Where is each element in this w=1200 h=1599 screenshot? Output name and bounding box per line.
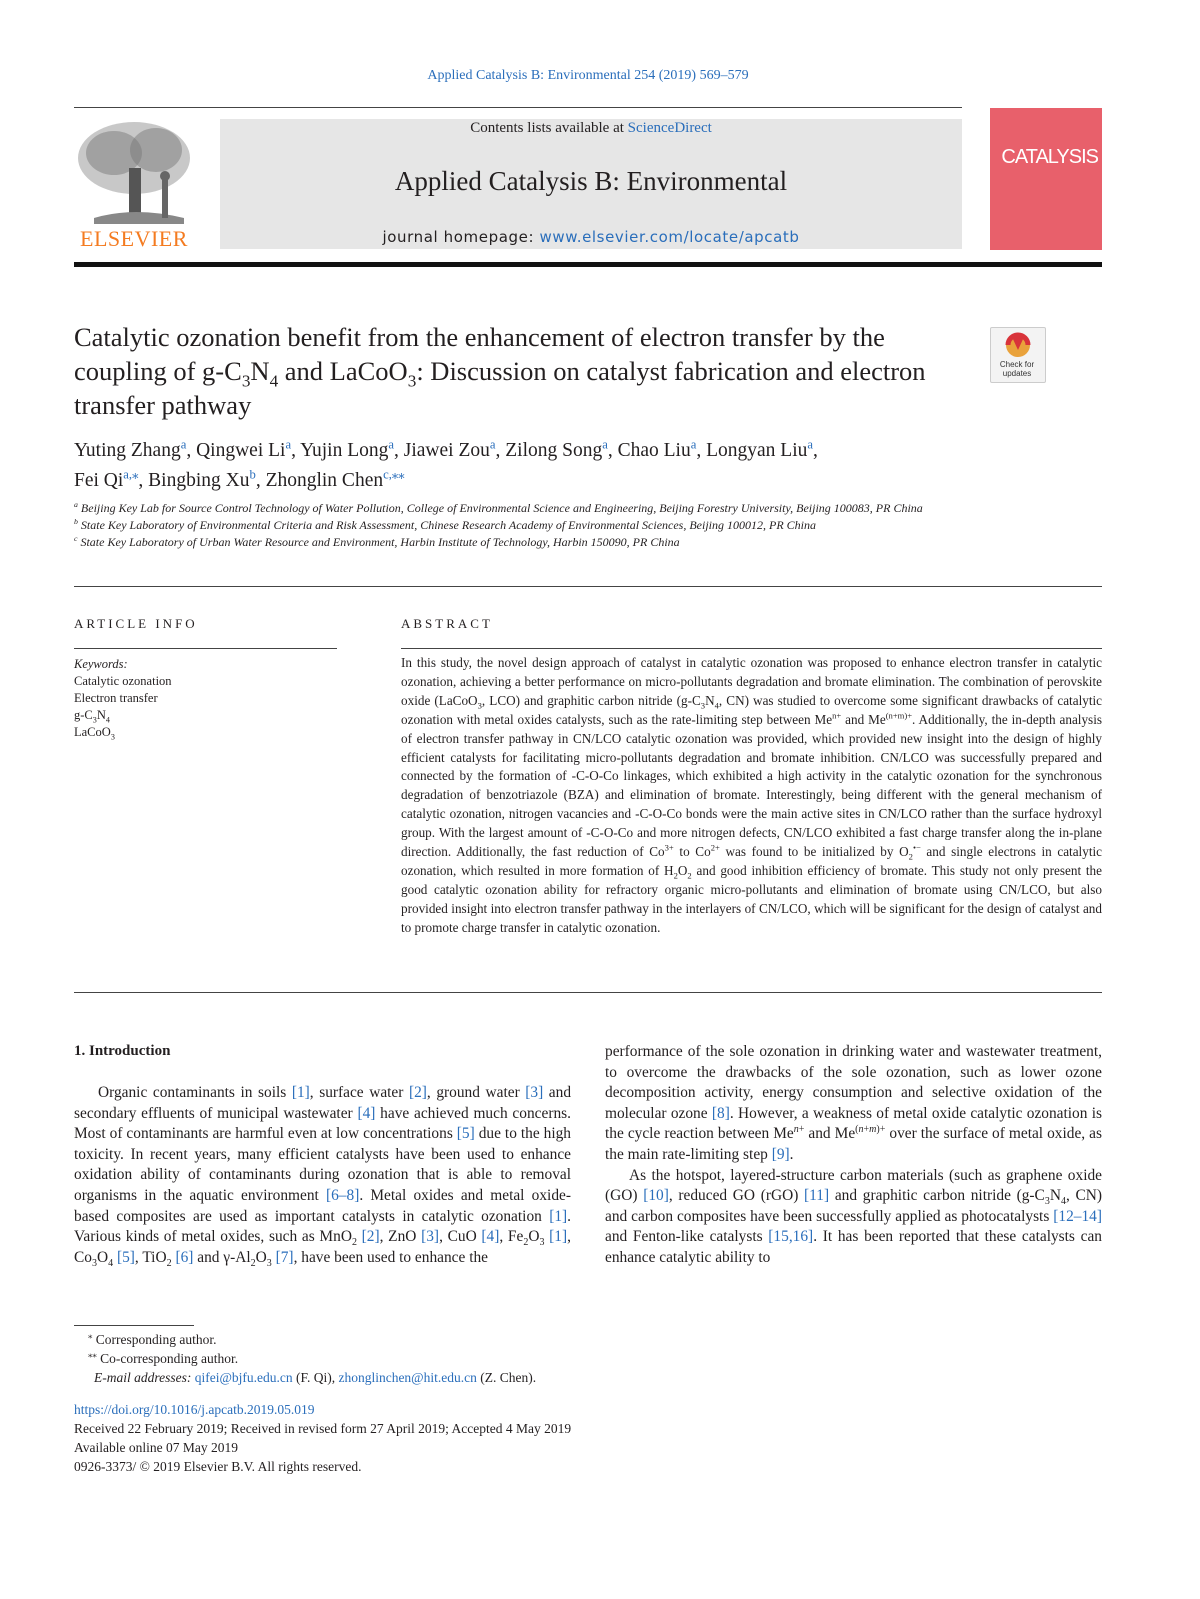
body-paragraph: performance of the sole ozonation in drinking water and wastewater treatment, to overcome the drawbacks of the sole ozonation, such as lower ozone decomposition activity, energy consumption and selective oxidation of the molecular ozone [8]. However, a weakness of metal oxide catalytic ozonation is the cycle reaction between $Me^{n+}$ and $Me^{(n+m)+}$ over the surface of metal oxide, as the main rate-limiting step [9].: [605, 1043, 1103, 1163]
body-column-right: [605, 1042, 1102, 1269]
author: Zilong Song: [505, 440, 603, 461]
section-rule: [74, 992, 1102, 993]
citation-link[interactable]: [2]: [361, 1228, 380, 1246]
affiliations: [74, 500, 974, 551]
author: Jiawei Zou: [403, 440, 490, 461]
homepage-line: [220, 228, 962, 246]
author-affiliation-marker[interactable]: a: [180, 437, 187, 452]
footnote-emails: E-mail addresses: qifei@bjfu.edu.cn (F. Qi), zhonglinchen@hit.edu.cn (Z. Chen).: [94, 1370, 537, 1385]
author: Fei Qi: [74, 470, 124, 491]
journal-reference[interactable]: Applied Catalysis B: Environmental 254 (2019) 569–579: [427, 68, 749, 83]
doi-link[interactable]: https://doi.org/10.1016/j.apcatb.2019.05.019: [74, 1402, 315, 1417]
email-link[interactable]: qifei@bjfu.edu.cn: [194, 1370, 293, 1385]
check-updates-icon: [991, 328, 1045, 362]
check-updates-label: Check for updates: [999, 360, 1035, 378]
footnote-co-corresponding: ⁎⁎ Co-corresponding author.: [88, 1349, 239, 1366]
citation-link[interactable]: [9]: [771, 1145, 790, 1163]
author-affiliation-marker[interactable]: a: [285, 437, 292, 452]
author: Longyan Liu: [706, 440, 808, 461]
author: Zhonglin Chen: [265, 470, 384, 491]
sciencedirect-link[interactable]: ScienceDirect: [627, 120, 712, 136]
article-title: Catalytic ozonation benefit from the enhancement of electron transfer by the coupling of $g-C_3N_4$ and LaCoO$_3$: Discussion on catalyst fabrication and electron transfer pathway: [74, 322, 926, 420]
author-list: Yuting Zhang$^a$, Qingwei Li$^a$, Yujin Long$^a$, Jiawei Zou$^a$, Zilong Song$^a$, Chao Liu$^a$, Longyan Liu$^a$, Fei $Qi^{a,⁎}$, Bingbing Xu$^b$, Zhonglin Chen$^{c,⁎⁎}$: [74, 437, 818, 491]
footnotes: [74, 1330, 774, 1387]
citation-link[interactable]: [5]: [456, 1125, 475, 1143]
citation-link[interactable]: [11]: [804, 1187, 830, 1205]
citation-link[interactable]: [3]: [525, 1084, 544, 1101]
citation-link[interactable]: [4]: [481, 1228, 500, 1246]
citation-link[interactable]: [2]: [408, 1084, 427, 1101]
abstract-heading: ABSTRACT: [401, 616, 493, 631]
publisher-logo-text: ELSEVIER: [80, 226, 188, 251]
author-affiliation-marker[interactable]: a: [690, 437, 697, 452]
article-info-rule: [74, 648, 337, 649]
affiliation: $^b$ State Key Laboratory of Environmental Criteria and Risk Assessment, Chinese Research Academy of Environmental Sciences, Beijing 100012, PR China: [74, 517, 817, 532]
author: Bingbing Xu: [148, 470, 250, 491]
received-dates: Received 22 February 2019; Received in revised form 27 April 2019; Accepted 4 May 2019: [74, 1421, 572, 1436]
author-affiliation-marker[interactable]: a: [807, 437, 813, 452]
introduction-heading: 1. Introduction: [74, 1043, 171, 1059]
author-affiliation-marker[interactable]: a,⁎: [123, 467, 139, 482]
publication-info: [74, 1400, 774, 1476]
citation-link[interactable]: [4]: [357, 1104, 376, 1122]
copyright: 0926-3373/ © 2019 Elsevier B.V. All rights reserved.: [74, 1459, 362, 1474]
author-affiliation-marker[interactable]: b: [249, 467, 256, 482]
abstract-rule: [401, 648, 1102, 649]
journal-name: Applied Catalysis B: Environmental: [394, 166, 788, 196]
affiliation: $^a$ Beijing Key Lab for Source Control Technology of Water Pollution, College of Environmental Science and Engineering, Beijing Forestry University, Beijing 100083, PR China: [74, 500, 923, 515]
keyword: Electron transfer: [74, 691, 158, 705]
affiliation: $^c$ State Key Laboratory of Urban Water Resource and Environment, Harbin Institute of Technology, Harbin 150090, PR China: [74, 534, 680, 549]
homepage-prefix: journal homepage:: [382, 228, 540, 246]
article-info-heading: ARTICLE INFO: [74, 616, 198, 631]
citation-link[interactable]: [6]: [175, 1248, 194, 1266]
keywords-block: [74, 656, 334, 741]
keyword: Catalytic ozonation: [74, 674, 172, 688]
header-thick-rule: [74, 262, 1102, 267]
abstract-text: In this study, the novel design approach of catalyst in catalytic ozonation was proposed to enhance electron transfer in catalytic ozonation, achieving a better performance on micro-pollutants degradation and bromate elimination. The combination of perovskite oxide (LaCoO$_3$, LCO) and graphitic carbon nitride ($g-C_3N_4$, CN) was studied to overcome some significant drawbacks of catalytic ozonation with metal oxides catalysts, such as the rate-limiting step between $Me^{n+}$ and $Me^{(n+m)+}$. Additionally, the in-depth analysis of electron transfer pathway in CN/LCO catalytic ozonation was provided, which provided new insight into the design of highly efficient catalysts for facilitating micro-pollutants degradation and bromate inhibition. CN/LCO was successfully prepared and connected by the formation of -C-O-Co linkages, which exhibited a high activity in the catalytic ozonation for the synchronous degradation of benzotriazole (BZA) and elimination of bromate. Interestingly, being different with the general mechanism of catalytic ozonation, nitrogen vacancies and -C-O-Co bonds were the main active sites in CN/LCO rather than the surface hydroxyl group. With the largest amount of -C-O-Co and more nitrogen defects, CN/LCO exhibited a fast charge transfer along the in-plane direction. Additionally, the fast reduction of $Co^{3+}$ to $Co^{2+}$ was found to be initialized by $O_2^{•-}$ and single electrons in catalytic ozonation, which resulted in more formation of $H_2O_2$ and good inhibition efficiency of bromate. This study not only present the good catalytic ozonation ability for refractory organic micro-pollutants and elimination of bromate using CN/LCO, but also provided insight into electron transfer pathway in the interlayers of CN/LCO, which will be significant for the design of catalyst and to promote charge transfer in catalytic ozonation.: [401, 655, 1103, 935]
author: Qingwei Li: [196, 440, 286, 461]
top-rule: [74, 107, 962, 108]
body-paragraph: Organic contaminants in soils [1], surface water [2], ground water [3] and secondary effluents of municipal wastewater [4] have achieved much concerns. Most of contaminants are harmful even at low concentrations [5] due to the high toxicity. In recent years, many efficient catalysts have been used to enhance oxidation ability of contaminants during ozonation that is able to removal organisms in the aquatic environment [6–8]. Metal oxides and metal oxide-based composites are used as important catalysts in catalytic ozonation [1]. Various kinds of metal oxides, such as MnO$_2$ [2], ZnO [3], CuO [4], $Fe_2O_3$ [1], $Co_3O_4$ [5], TiO$_2$ [6] and $\gamma-Al_2O_3$ [7], have been used to enhance the: [74, 1084, 572, 1269]
author: Yujin Long: [300, 440, 389, 461]
author-affiliation-marker[interactable]: c,⁎⁎: [383, 467, 405, 482]
citation-link[interactable]: [5]: [116, 1248, 135, 1266]
homepage-link[interactable]: www.elsevier.com/locate/apcatb: [539, 228, 800, 246]
contents-line: [220, 120, 962, 137]
email-link[interactable]: zhonglinchen@hit.edu.cn: [338, 1370, 477, 1385]
citation-link[interactable]: [7]: [275, 1248, 294, 1266]
citation-link[interactable]: [15,16]: [768, 1228, 814, 1246]
body-paragraph: As the hotspot, layered-structure carbon materials (such as graphene oxide (GO) [10], reduced GO (rGO) [11] and graphitic carbon nitride ($g-C_3N_4$, CN) and carbon composites have been successfully applied as photocatalysts [12–14] and Fenton-like catalysts [15,16]. It has been reported that these catalysts can enhance catalytic ability to: [605, 1166, 1103, 1266]
author-affiliation-marker[interactable]: a: [602, 437, 608, 452]
citation-link[interactable]: [1]: [549, 1207, 568, 1225]
keywords-label: Keywords:: [74, 657, 128, 671]
cover-title-text: CATALYSIS: [1001, 146, 1098, 168]
citation-link[interactable]: [10]: [643, 1187, 669, 1205]
contents-prefix: Contents lists available at: [470, 120, 628, 136]
author-affiliation-marker[interactable]: a: [388, 437, 395, 452]
citation-link[interactable]: [8]: [711, 1104, 730, 1122]
keyword: $g-C_3N_4$: [74, 708, 110, 725]
citation-link[interactable]: [1]: [549, 1228, 568, 1246]
author: Chao Liu: [617, 440, 691, 461]
citation-link[interactable]: [1]: [291, 1084, 310, 1101]
author: Yuting Zhang: [74, 440, 181, 461]
body-column-left: [74, 1083, 571, 1268]
available-date: Available online 07 May 2019: [74, 1440, 238, 1455]
citation-link[interactable]: [6–8]: [325, 1186, 360, 1204]
section-rule: [74, 586, 1102, 587]
journal-cover-image[interactable]: [990, 108, 1102, 250]
footnote-corresponding: ⁎ Corresponding author.: [88, 1330, 217, 1347]
citation-link[interactable]: [12–14]: [1053, 1207, 1102, 1225]
author-affiliation-marker[interactable]: a: [489, 437, 496, 452]
citation-link[interactable]: [3]: [421, 1228, 440, 1246]
keyword: LaCoO$_3$: [74, 725, 115, 742]
footnote-rule: [74, 1325, 194, 1326]
